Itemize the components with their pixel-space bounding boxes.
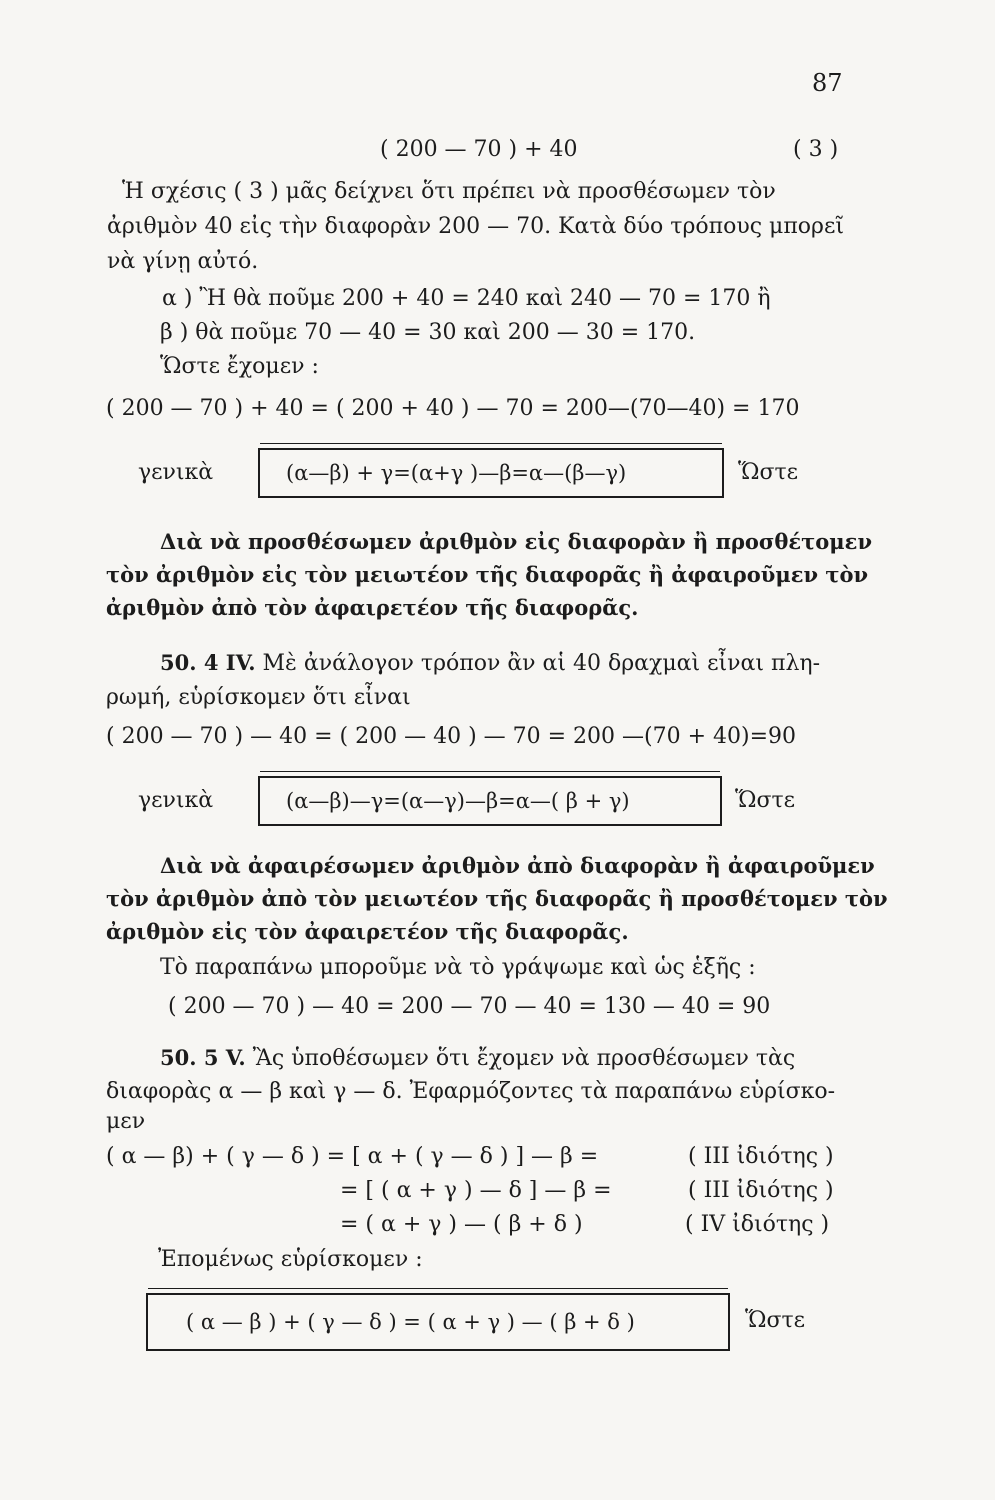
- paragraph-line: νὰ γίνῃ αὐτό.: [107, 249, 259, 274]
- equation-3: ( 200 — 70 ) + 40: [380, 137, 578, 162]
- rule-2-line: ἀριθμὸν εἰς τὸν ἀφαιρετέον τῆς διαφορᾶς.: [106, 919, 629, 944]
- equation-line-3: ( 200 — 70 ) — 40 = 200 — 70 — 40 = 130 — 40 = 90: [168, 994, 771, 1019]
- formula-box-2-text: (α—β)—γ=(α—γ)—β=α—( β + γ): [286, 789, 630, 813]
- formula-box-1: [258, 448, 724, 498]
- box2-prefix: γενικὰ: [138, 788, 214, 813]
- page-number: 87: [812, 69, 843, 97]
- equation-3-tag: ( 3 ): [793, 137, 839, 162]
- section-50-5: [160, 1043, 795, 1074]
- rule-1-line: τὸν ἀριθμὸν εἰς τὸν μειωτέον τῆς διαφορᾶς ἢ ἀφαιροῦμεν τὸν: [106, 562, 869, 587]
- derivation-note-3: ( IV ἰδιότης ): [685, 1212, 830, 1237]
- formula-box-2: [258, 776, 722, 826]
- equation-line-2: ( 200 — 70 ) — 40 = ( 200 — 40 ) — 70 = 200 —(70 + 40)=90: [106, 724, 797, 749]
- section-50-5-text-3: μεν: [106, 1109, 146, 1134]
- rule-1-line: ἀριθμὸν ἀπὸ τὸν ἀφαιρετέον τῆς διαφορᾶς.: [106, 595, 639, 620]
- box3-suffix: Ὥστε: [745, 1308, 806, 1333]
- way-b: β ) θὰ ποῦμε 70 — 40 = 30 καὶ 200 — 30 = 170.: [160, 320, 696, 345]
- therefore-text: Ἐπομένως εὑρίσκομεν :: [158, 1247, 423, 1272]
- section-50-5-text-2: διαφορὰς α — β καὶ γ — δ. Ἐφαρμόζοντες τὰ παραπάνω εὑρίσκο-: [106, 1079, 836, 1104]
- section-50-4-number: 50. 4 IV.: [160, 650, 256, 675]
- derivation-note-1: ( ΙΙΙ ἰδιότης ): [688, 1144, 834, 1169]
- can-write-text: Τὸ παραπάνω μποροῦμε νὰ τὸ γράψωμε καὶ ὡς ἑξῆς :: [160, 955, 756, 980]
- so-we-have: Ὥστε ἔχομεν :: [160, 354, 319, 379]
- section-50-4-text: Μὲ ἀνάλογον τρόπον ἂν αἱ 40 δραχμαὶ εἶναι πλη-: [262, 651, 821, 676]
- derivation-line-2: = [ ( α + γ ) — δ ] — β =: [340, 1178, 612, 1203]
- section-50-5-number: 50. 5 V.: [160, 1045, 246, 1070]
- equation-line-1: ( 200 — 70 ) + 40 = ( 200 + 40 ) — 70 = 200—(70—40) = 170: [106, 396, 800, 421]
- box1-prefix: γενικὰ: [138, 460, 214, 485]
- box1-suffix: Ὥστε: [738, 460, 799, 485]
- rule-1-line: Διὰ νὰ προσθέσωμεν ἀριθμὸν εἰς διαφορὰν ἢ προσθέτομεν: [160, 529, 873, 554]
- rule-2-line: Διὰ νὰ ἀφαιρέσωμεν ἀριθμὸν ἀπὸ διαφορὰν ἢ ἀφαιροῦμεν: [160, 853, 875, 878]
- rule-2-line: τὸν ἀριθμὸν ἀπὸ τὸν μειωτέον τῆς διαφορᾶς ἢ προσθέτομεν τὸν: [106, 886, 888, 911]
- section-50-4: [160, 648, 820, 679]
- box2-suffix: Ὥστε: [735, 788, 796, 813]
- formula-box-3: [146, 1293, 730, 1351]
- paragraph-line: ἀριθμὸν 40 εἰς τὴν διαφορὰν 200 — 70. Κατὰ δύο τρόπους μπορεῖ: [107, 214, 844, 239]
- paragraph-line: Ἡ σχέσις ( 3 ) μᾶς δείχνει ὅτι πρέπει νὰ προσθέσωμεν τὸν: [122, 179, 776, 204]
- derivation-line-3: = ( α + γ ) — ( β + δ ): [340, 1212, 583, 1237]
- formula-box-1-text: (α—β) + γ=(α+γ )—β=α—(β—γ): [286, 461, 627, 485]
- way-a: α ) Ἢ θὰ ποῦμε 200 + 40 = 240 καὶ 240 — 70 = 170 ἢ: [162, 286, 771, 311]
- section-50-4-text-2: ρωμή, εὑρίσκομεν ὅτι εἶναι: [106, 685, 411, 710]
- derivation-line-1: ( α — β) + ( γ — δ ) = [ α + ( γ — δ ) ] — β =: [106, 1144, 599, 1169]
- section-50-5-text: Ἂς ὑποθέσωμεν ὅτι ἔχομεν νὰ προσθέσωμεν τὰς: [252, 1046, 796, 1071]
- formula-box-3-text: ( α — β ) + ( γ — δ ) = ( α + γ ) — ( β + δ ): [186, 1310, 635, 1334]
- derivation-note-2: ( ΙΙΙ ἰδιότης ): [688, 1178, 834, 1203]
